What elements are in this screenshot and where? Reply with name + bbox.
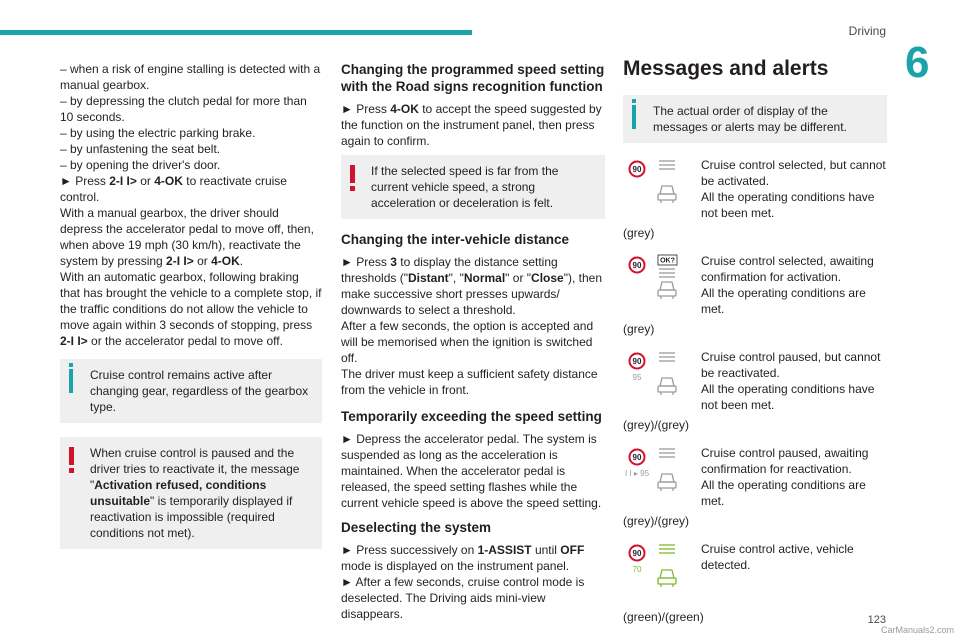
bullet-line: – by using the electric parking brake. bbox=[60, 126, 256, 140]
cruise-control-indicator-icon bbox=[623, 157, 693, 221]
alert-description: Cruise control paused, but cannot be reactivated. All the operating conditions have not been met. bbox=[701, 350, 881, 412]
setting-value: I I ▸ 95 bbox=[624, 469, 650, 478]
warning-note: When cruise control is paused and the driver tries to reactivate it, the message "Activation refused, conditions unsuitable" is temporarily displayed if reactivation is impossible (required conditions not met). bbox=[60, 437, 322, 549]
alert-row bbox=[623, 253, 887, 319]
colour-label: (green)/(green) bbox=[623, 610, 704, 624]
colour-label: (grey) bbox=[623, 226, 655, 240]
bullet-line: – by unfastening the seat belt. bbox=[60, 142, 221, 156]
bullet-line: – by opening the driver's door. bbox=[60, 158, 221, 172]
speed-limit-value: 90 bbox=[632, 164, 642, 174]
distance-text-2: After a few seconds, the option is accepted and will be memorised when the ignition is switched off. bbox=[341, 319, 594, 365]
vehicle-ahead-icon bbox=[658, 449, 676, 491]
alert-row bbox=[623, 349, 887, 415]
section-title: Driving bbox=[848, 24, 886, 38]
chapter-number: 6 bbox=[905, 38, 930, 87]
deselect-text: ► Press successively on 1-ASSIST until OFF mode is displayed on the instrument panel. bbox=[341, 543, 585, 573]
manual-gearbox-text: With a manual gearbox, the driver should depress the accelerator pedal to move off, then, when above 19 mph (30 km/h), reactivate the system by pressing 2-I I> or 4-OK. bbox=[60, 206, 314, 268]
exceed-text: ► Depress the accelerator pedal. The system is suspended as long as the acceleration is maintained. When the accelerator pedal is released, the speed setting flashes while the current vehicle speed is above the speed setting. bbox=[341, 432, 602, 510]
info-icon bbox=[69, 369, 73, 393]
vehicle-ahead-icon bbox=[658, 269, 676, 299]
alert-description: Cruise control active, vehicle detected. bbox=[701, 542, 854, 572]
speed-limit-value: 90 bbox=[632, 260, 642, 270]
warning-note: If the selected speed is far from the current vehicle speed, a strong acceleration or deceleration is felt. bbox=[341, 155, 605, 219]
alert-description: Cruise control selected, awaiting confirmation for activation. All the operating conditions are met. bbox=[701, 254, 874, 316]
heading-exceed: Temporarily exceeding the speed setting bbox=[341, 409, 602, 424]
warning-icon bbox=[69, 447, 74, 465]
bullet-line: – when a risk of engine stalling is detected with a manual gearbox. bbox=[60, 62, 321, 92]
watermark: CarManuals2.com bbox=[880, 625, 954, 635]
alert-row bbox=[623, 157, 887, 223]
heading-road-signs: Changing the programmed speed setting with the Road signs recognition function bbox=[341, 62, 605, 94]
automatic-gearbox-text: With an automatic gearbox, following braking that has brought the vehicle to a complete stop, if the traffic conditions do not allow the vehicle to move again within 3 seconds of stopping, press 2-I I> or the accelerator pedal to move off. bbox=[60, 270, 322, 348]
column-left bbox=[60, 61, 322, 549]
heading-deselect: Deselecting the system bbox=[341, 520, 492, 535]
alerts-list bbox=[623, 157, 887, 625]
vehicle-ahead-icon bbox=[658, 161, 676, 203]
speed-limit-value: 90 bbox=[632, 356, 642, 366]
setting-value: 95 bbox=[632, 373, 642, 382]
info-note bbox=[60, 359, 322, 423]
road-signs-text: ► Press 4-OK to accept the speed suggested by the function on the instrument panel, then press again to confirm. bbox=[341, 102, 602, 148]
cruise-control-indicator-icon bbox=[623, 541, 693, 605]
speed-limit-value: 90 bbox=[632, 548, 642, 558]
page-number: 123 bbox=[867, 614, 886, 626]
alert-description: Cruise control selected, but cannot be activated. All the operating conditions have not been met. bbox=[701, 158, 886, 220]
heading-distance: Changing the inter-vehicle distance bbox=[341, 232, 570, 247]
deselect-text-2: ► After a few seconds, cruise control mode is deselected. The Driving aids mini-view disappears. bbox=[341, 575, 585, 621]
colour-label: (grey) bbox=[623, 322, 655, 336]
vehicle-ahead-icon bbox=[658, 353, 676, 395]
info-note-text: Cruise control remains active after changing gear, regardless of the gearbox type. bbox=[90, 368, 309, 414]
column-middle bbox=[341, 61, 605, 622]
colour-label: (grey)/(grey) bbox=[623, 418, 690, 432]
cruise-control-indicator-icon bbox=[623, 253, 693, 317]
info-icon bbox=[632, 105, 636, 129]
section-heading: Messages and alerts bbox=[623, 57, 829, 80]
cruise-control-indicator-icon bbox=[623, 445, 693, 509]
warning-icon bbox=[350, 165, 355, 183]
alert-row bbox=[623, 445, 887, 511]
info-note: The actual order of display of the messages or alerts may be different. bbox=[623, 95, 887, 143]
distance-text-3: The driver must keep a sufficient safety distance from the vehicle in front. bbox=[341, 367, 598, 397]
alert-description: Cruise control paused, awaiting confirmation for reactivation. All the operating conditions are met. bbox=[701, 446, 869, 508]
speed-limit-value: 90 bbox=[632, 452, 642, 462]
vehicle-ahead-icon bbox=[658, 545, 676, 587]
chapter-bar bbox=[0, 30, 472, 35]
reactivate-instruction: ► Press 2-I I> or 4-OK to reactivate cruise control. bbox=[60, 174, 287, 204]
setting-value: 70 bbox=[632, 565, 642, 574]
colour-label: (grey)/(grey) bbox=[623, 514, 690, 528]
ok-badge-text: OK? bbox=[660, 257, 675, 265]
distance-text: ► Press 3 to display the distance setting thresholds ("Distant", "Normal" or "Close"), then make successive short presses upwards/ downwards to select a threshold. bbox=[341, 255, 602, 317]
cruise-control-indicator-icon bbox=[623, 349, 693, 413]
column-right bbox=[623, 56, 887, 637]
bullet-line: – by depressing the clutch pedal for more than 10 seconds. bbox=[60, 94, 307, 124]
alert-row bbox=[623, 541, 887, 607]
